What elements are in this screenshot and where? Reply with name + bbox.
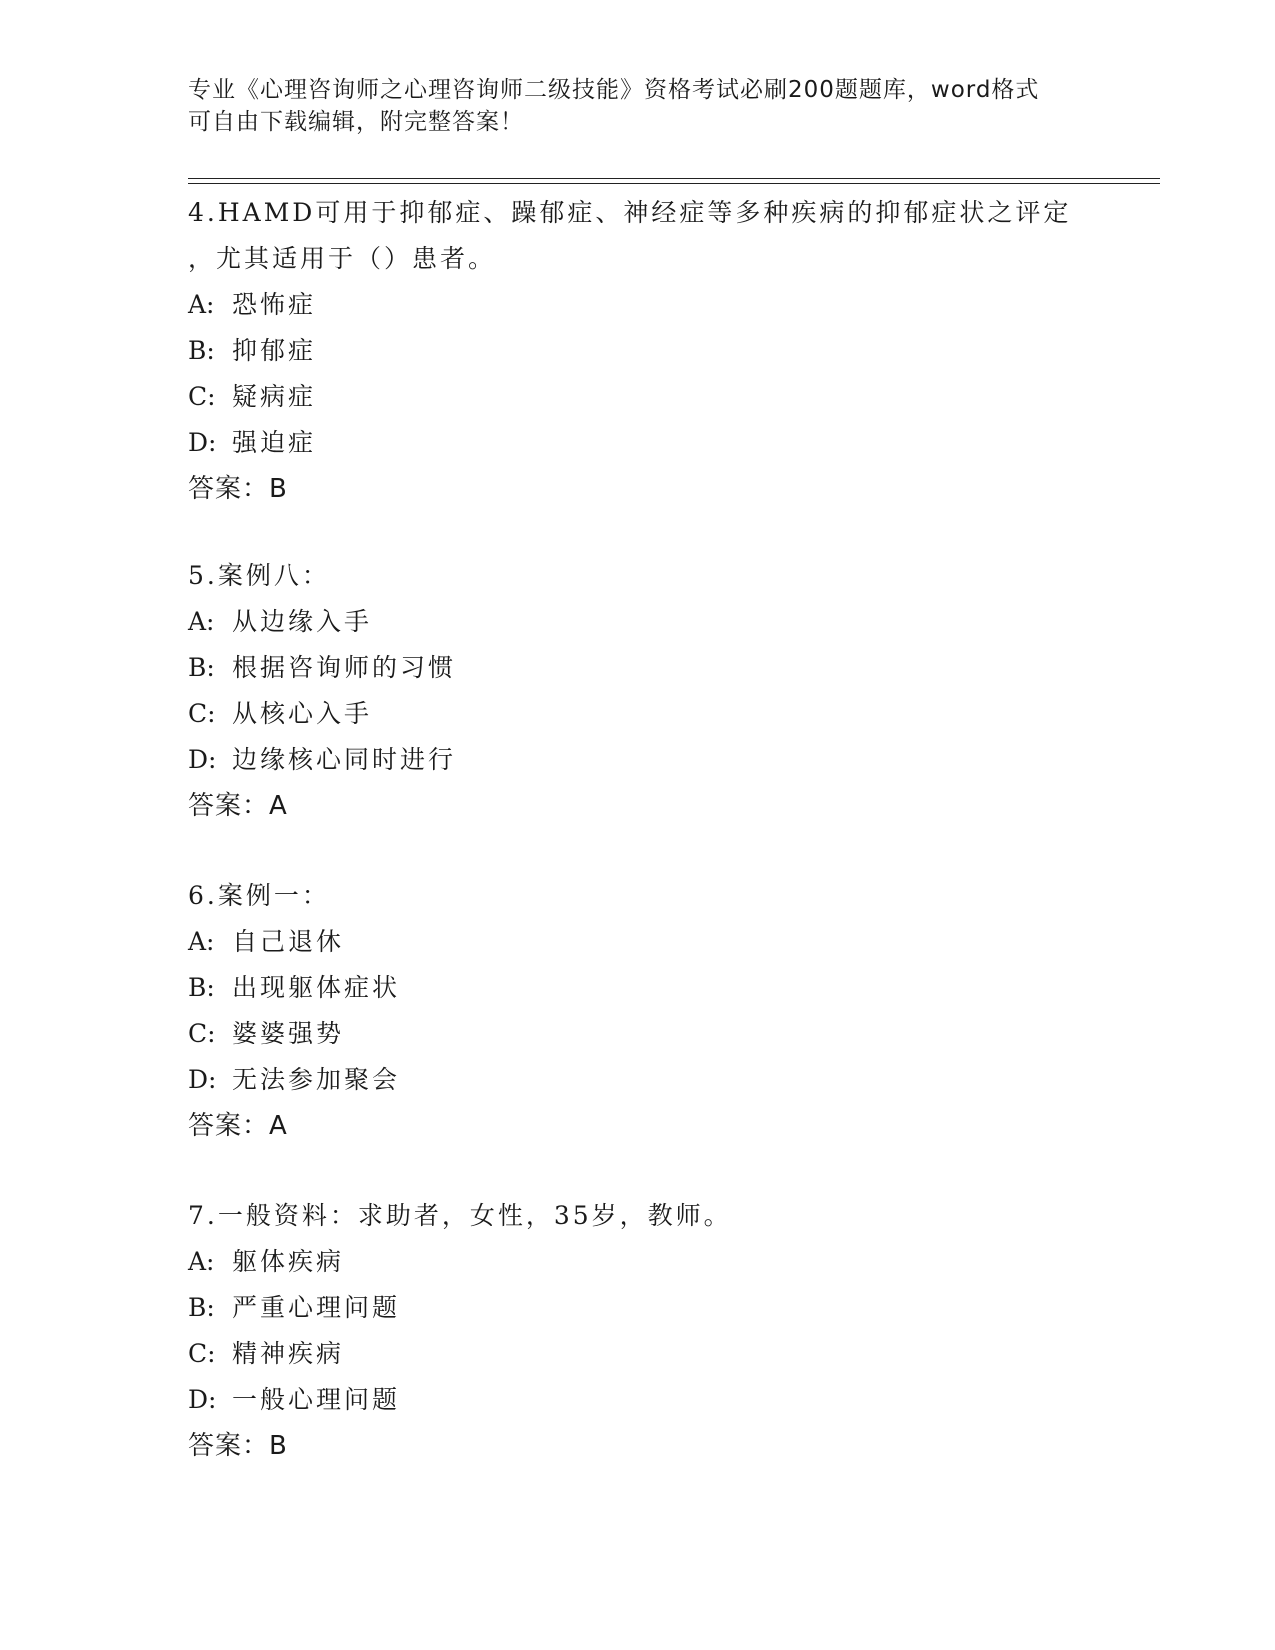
question-stem-line-2: ，尤其适用于（）患者。 <box>188 244 497 273</box>
answer-line: 答案：B <box>188 1431 288 1461</box>
option-text: 强迫症 <box>232 428 317 457</box>
option-text: 自己退休 <box>232 927 345 956</box>
option-letter: A: <box>188 607 215 636</box>
question-5 <box>188 553 1088 829</box>
option-a <box>188 1239 1088 1285</box>
option-a <box>188 919 1088 965</box>
option-text: 从核心入手 <box>232 699 373 728</box>
header-line-2: 可自由下载编辑，附完整答案！ <box>188 109 524 135</box>
question-stem <box>188 873 1088 919</box>
option-letter: D: <box>188 1385 217 1414</box>
question-stem <box>188 190 1088 282</box>
option-text: 无法参加聚会 <box>232 1065 401 1094</box>
option-b <box>188 328 1088 374</box>
question-6 <box>188 873 1088 1149</box>
option-c <box>188 1331 1088 1377</box>
option-text: 婆婆强势 <box>232 1019 345 1048</box>
option-d <box>188 1377 1088 1423</box>
option-letter: D: <box>188 1065 217 1094</box>
question-stem <box>188 1193 1088 1239</box>
option-d <box>188 737 1088 783</box>
answer-line: 答案：A <box>188 791 288 821</box>
option-a <box>188 282 1088 328</box>
option-c <box>188 374 1088 420</box>
option-c <box>188 1011 1088 1057</box>
option-text: 严重心理问题 <box>232 1293 401 1322</box>
question-stem-line-1: 7.一般资料：求助者，女性，35岁，教师。 <box>188 1201 732 1230</box>
question-7 <box>188 1193 1088 1469</box>
option-letter: B: <box>188 973 215 1002</box>
option-text: 恐怖症 <box>232 290 317 319</box>
option-text: 抑郁症 <box>232 336 317 365</box>
option-text: 精神疾病 <box>232 1339 345 1368</box>
option-letter: B: <box>188 336 215 365</box>
question-stem-line-1: 6.案例一： <box>188 881 330 910</box>
question-stem-line-1: 5.案例八： <box>188 561 330 590</box>
option-letter: D: <box>188 745 217 774</box>
option-text: 从边缘入手 <box>232 607 373 636</box>
option-d <box>188 420 1088 466</box>
header-divider-top <box>188 178 1160 179</box>
option-d <box>188 1057 1088 1103</box>
option-letter: C: <box>188 699 216 728</box>
question-4 <box>188 190 1088 512</box>
option-text: 疑病症 <box>232 382 317 411</box>
answer-line: 答案：B <box>188 474 288 504</box>
option-letter: C: <box>188 382 216 411</box>
option-text: 一般心理问题 <box>232 1385 401 1414</box>
option-letter: A: <box>188 1247 215 1276</box>
option-letter: C: <box>188 1339 216 1368</box>
option-letter: A: <box>188 927 215 956</box>
answer-line: 答案：A <box>188 1111 288 1141</box>
option-text: 躯体疾病 <box>232 1247 345 1276</box>
question-stem-line-1: 4.HAMD可用于抑郁症、躁郁症、神经症等多种疾病的抑郁症状之评定 <box>188 198 1072 227</box>
option-letter: B: <box>188 1293 215 1322</box>
option-letter: A: <box>188 290 215 319</box>
option-a <box>188 599 1088 645</box>
header-divider-bottom <box>188 183 1160 184</box>
question-stem <box>188 553 1088 599</box>
option-letter: C: <box>188 1019 216 1048</box>
option-text: 根据咨询师的习惯 <box>232 653 457 682</box>
option-c <box>188 691 1088 737</box>
option-letter: B: <box>188 653 215 682</box>
option-text: 出现躯体症状 <box>232 973 401 1002</box>
option-b <box>188 965 1088 1011</box>
option-text: 边缘核心同时进行 <box>232 745 457 774</box>
option-letter: D: <box>188 428 217 457</box>
option-b <box>188 1285 1088 1331</box>
option-b <box>188 645 1088 691</box>
document-header <box>188 74 1068 138</box>
header-line-1: 专业《心理咨询师之心理咨询师二级技能》资格考试必刷200题题库，word格式 <box>188 77 1040 103</box>
